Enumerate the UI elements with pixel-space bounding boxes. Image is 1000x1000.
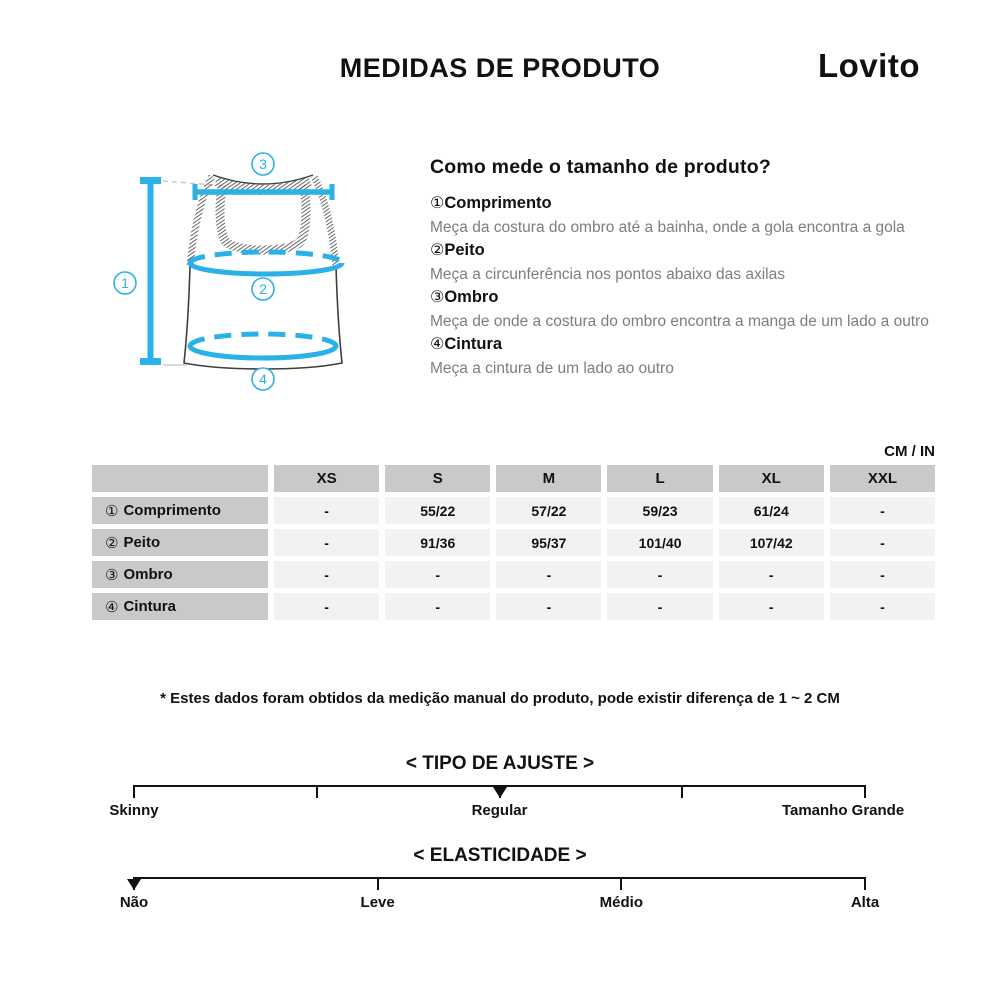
table-cell: 107/42 — [719, 529, 824, 556]
column-header-l: L — [607, 465, 712, 492]
elasticity-label-alta: Alta — [850, 894, 880, 911]
elasticity-label-leve: Leve — [360, 894, 395, 911]
circled-number: ① — [105, 502, 119, 520]
chest-ellipse-solid — [190, 263, 342, 274]
guide-item-desc: Meça da costura do ombro até a bainha, onde a gola encontra a gola — [430, 218, 905, 236]
row-label-peito: ② Peito — [92, 529, 268, 556]
table-cell: - — [830, 529, 935, 556]
table-cell: 91/36 — [385, 529, 490, 556]
fit-tick — [681, 785, 683, 798]
marker-number-4: 4 — [259, 371, 267, 387]
table-cell: - — [496, 593, 601, 620]
size-table — [92, 465, 935, 620]
guide-item-desc: Meça a cintura de um lado ao outro — [430, 359, 674, 377]
table-cell: 95/37 — [496, 529, 601, 556]
table-cell: 101/40 — [607, 529, 712, 556]
guide-item-desc: Meça a circunferência nos pontos abaixo das axilas — [430, 265, 785, 283]
brand-logo: Lovito — [818, 47, 920, 84]
collar-band — [216, 181, 310, 190]
column-header-xxl: XXL — [830, 465, 935, 492]
table-cell: - — [496, 561, 601, 588]
elasticity-tick — [620, 877, 622, 890]
table-cell: 59/23 — [607, 497, 712, 524]
table-cell: - — [719, 593, 824, 620]
fit-tick — [133, 785, 135, 798]
marker-number-2: 2 — [259, 281, 267, 297]
page-title: MEDIDAS DE PRODUTO — [339, 53, 661, 83]
table-cell: - — [830, 593, 935, 620]
column-header-xl: XL — [719, 465, 824, 492]
circled-number: ④ — [430, 336, 445, 353]
elasticity-tick — [864, 877, 866, 890]
table-cell: - — [274, 529, 379, 556]
measure-guide — [430, 156, 975, 380]
table-cell: - — [607, 593, 712, 620]
fit-label-regular: Regular — [471, 802, 528, 819]
table-cell: - — [607, 561, 712, 588]
fit-scale-title: < TIPO DE AJUSTE > — [405, 753, 595, 774]
column-header-s: S — [385, 465, 490, 492]
elasticity-scale-title: < ELASTICIDADE > — [413, 845, 587, 866]
measurement-disclaimer: * Estes dados foram obtidos da medição manual do produto, pode existir diferença de 1 ~ 2 CM — [160, 690, 840, 707]
circled-number: ② — [105, 534, 119, 552]
fit-marker-icon — [493, 787, 507, 798]
table-cell: - — [385, 561, 490, 588]
table-cell: 57/22 — [496, 497, 601, 524]
guide-item-desc: Meça de onde a costura do ombro encontra a manga de um lado a outro — [430, 312, 929, 330]
shoulder-cap-left — [193, 184, 198, 200]
table-cell: - — [830, 561, 935, 588]
elasticity-scale-track — [119, 877, 880, 911]
guide-heading: Como mede o tamanho de produto? — [430, 156, 771, 178]
table-cell: 61/24 — [719, 497, 824, 524]
marker-number-1: 1 — [121, 275, 129, 291]
unit-label: CM / IN — [884, 443, 935, 460]
table-cell: 55/22 — [385, 497, 490, 524]
circled-number: ② — [430, 242, 445, 259]
fit-scale-track — [109, 785, 905, 819]
guide-item-label: ④Cintura — [430, 335, 503, 353]
guide-item-label: ①Comprimento — [430, 194, 552, 212]
fit-tick — [864, 785, 866, 798]
table-corner-cell — [92, 465, 268, 492]
elasticity-marker-icon — [127, 879, 141, 890]
column-header-m: M — [496, 465, 601, 492]
guide-item-label: ③Ombro — [430, 288, 499, 306]
column-header-xs: XS — [274, 465, 379, 492]
table-cell: - — [274, 497, 379, 524]
shoulder-cap-right — [330, 184, 335, 200]
circled-number: ③ — [105, 566, 119, 584]
circled-number: ① — [430, 195, 445, 212]
guide-item-label: ②Peito — [430, 241, 485, 259]
fit-label-tamanho-grande: Tamanho Grande — [781, 802, 905, 819]
length-cap-top — [140, 177, 161, 184]
circled-number: ④ — [105, 598, 119, 616]
elasticity-label-medio: Médio — [599, 894, 643, 911]
table-cell: - — [274, 561, 379, 588]
table-cell: - — [385, 593, 490, 620]
length-cap-bottom — [140, 358, 161, 365]
row-label-comprimento: ① Comprimento — [92, 497, 268, 524]
fit-tick — [316, 785, 318, 798]
marker-number-3: 3 — [259, 156, 267, 172]
elasticity-label-nao: Não — [119, 894, 149, 911]
row-label-ombro: ③ Ombro — [92, 561, 268, 588]
table-cell: - — [274, 593, 379, 620]
row-label-cintura: ④ Cintura — [92, 593, 268, 620]
elasticity-tick — [377, 877, 379, 890]
waist-ellipse-dashed — [190, 334, 336, 346]
measurement-marks — [140, 177, 342, 365]
circled-number: ③ — [430, 289, 445, 306]
garment-diagram — [95, 145, 415, 405]
fit-label-skinny: Skinny — [109, 802, 159, 819]
table-cell: - — [719, 561, 824, 588]
table-cell: - — [830, 497, 935, 524]
waist-ellipse-solid — [190, 346, 336, 358]
